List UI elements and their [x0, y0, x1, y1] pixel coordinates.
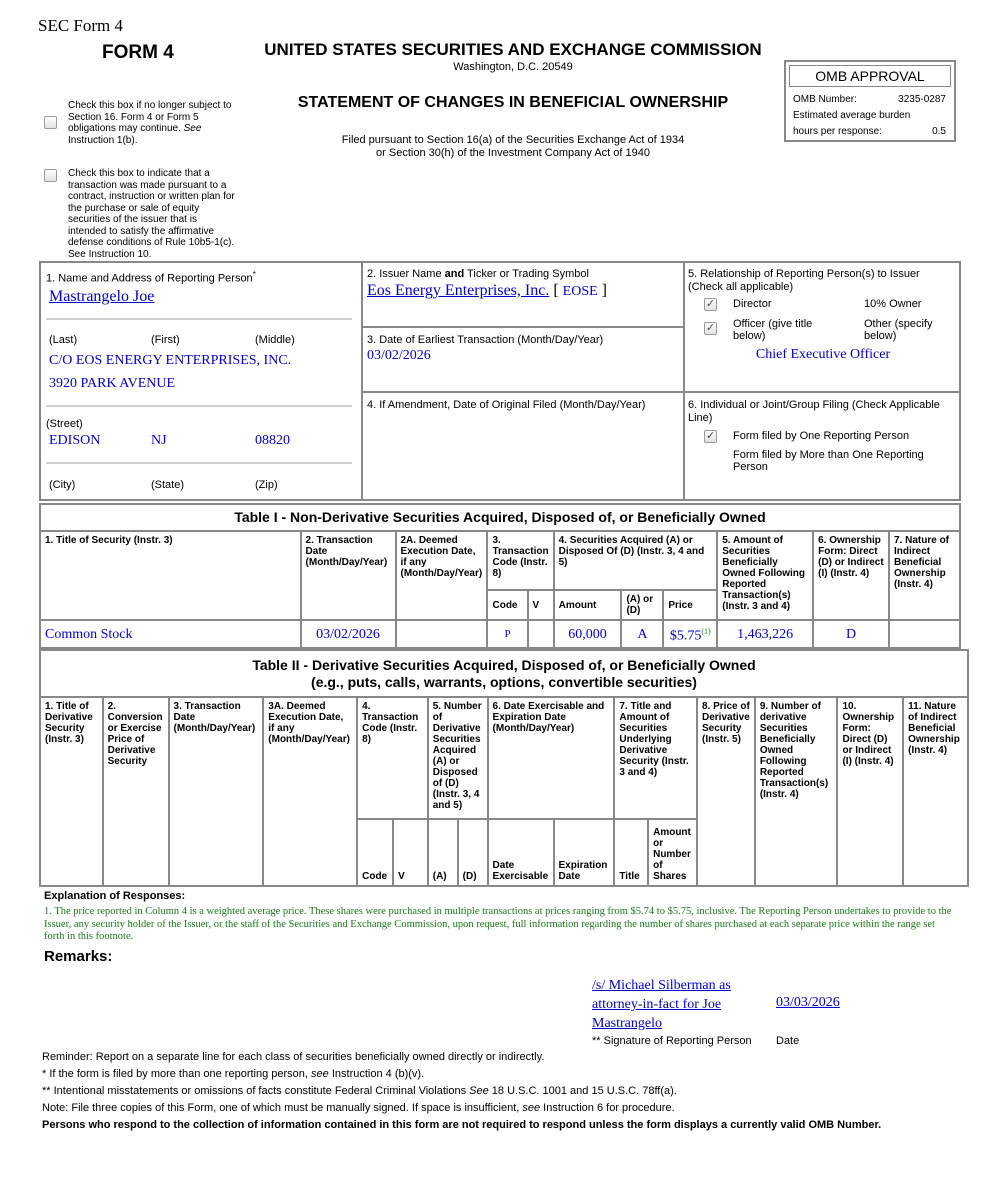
t1-h-nature: 7. Nature of Indirect Beneficial Ownership (Instr. 4) — [889, 531, 960, 620]
no-longer-subject-text — [68, 100, 236, 146]
city-rule — [46, 462, 352, 464]
t1-h-title: 1. Title of Security (Instr. 3) — [40, 531, 301, 620]
t2-h-amount-sub: Amount or Number of Shares — [648, 819, 697, 886]
reminder-text: Reminder: Report on a separate line for each class of securities beneficially owned directly or indirectly. — [42, 1051, 545, 1063]
note2-pre: ** Intentional misstatements or omissions of facts constitute Federal Criminal Violations — [42, 1085, 470, 1097]
note1-see: see — [311, 1068, 329, 1080]
rule-10b5-text: Check this box to indicate that a transaction was made pursuant to a contract, instruction or written plan for the purchase or sale of equity securities of the issuer that is intended to satisfy the affirmative defense conditions of Rule 10b5-1(c). See Instruction 10. — [68, 168, 235, 260]
omb-approval-box — [784, 60, 956, 142]
signature-label: ** Signature of Reporting Person — [592, 1035, 752, 1047]
earliest-date-value: 03/02/2026 — [367, 348, 431, 363]
omb-number-label: OMB Number: — [793, 94, 857, 105]
issuer-name-link[interactable]: Eos Energy Enterprises, Inc. — [367, 282, 550, 299]
divider-3 — [361, 326, 685, 328]
t1-row-code-link[interactable]: P — [504, 627, 511, 640]
city-value: EDISON — [49, 433, 101, 448]
t2-h-title-sub: Title — [614, 819, 648, 886]
table2-title — [39, 649, 969, 696]
one-reporting-checkbox[interactable]: ✓ — [705, 430, 716, 442]
filed-line-1: Filed pursuant to Section 16(a) of the Securities Exchange Act of 1934 — [341, 134, 685, 146]
address-rule — [46, 405, 352, 407]
first-label: (First) — [151, 334, 180, 346]
persons-respond-text: Persons who respond to the collection of information contained in this form are not required to respond unless the form displays a currently valid OMB Number. — [42, 1119, 882, 1131]
t1-row-aord: A — [621, 620, 663, 648]
omb-title: OMB APPROVAL — [789, 65, 951, 87]
t1-row-owned: 1,463,226 — [717, 620, 813, 648]
t1-h-owned: 5. Amount of Securities Beneficially Owned Following Reported Transaction(s) (Instr. 3 and 4) — [717, 531, 813, 620]
t1-h-aord-sub: (A) or (D) — [621, 590, 663, 620]
t2-h-form: 10. Ownership Form: Direct (D) or Indirect (I) (Instr. 4) — [837, 697, 903, 886]
t2-h-a-sub: (A) — [428, 819, 458, 886]
signature-date-label: Date — [776, 1035, 800, 1047]
issuer-line — [367, 282, 607, 300]
relationship-label — [688, 268, 956, 294]
divider-1 — [361, 261, 363, 501]
table2 — [39, 696, 969, 887]
remarks-label: Remarks: — [44, 948, 113, 965]
state-value: NJ — [151, 433, 167, 448]
reporting-person-name-link[interactable]: Mastrangelo Joe — [49, 288, 155, 305]
t2-h-nature: 11. Nature of Indirect Beneficial Ownership (Instr. 4) — [903, 697, 968, 886]
t2-h-code-sub: Code — [357, 819, 393, 886]
t2-h-number: 5. Number of Derivative Securities Acquired (A) or Disposed of (D) (Instr. 3, 4 and 5) — [428, 697, 488, 819]
t1-h-code: 3. Transaction Code (Instr. 8) — [487, 531, 553, 590]
note1-post: Instruction 4 (b)(v). — [328, 1068, 425, 1080]
divider-4 — [361, 391, 685, 393]
t2-h-deemed: 3A. Deemed Execution Date, if any (Month/Day/Year) — [263, 697, 357, 886]
footer-note-2 — [42, 1085, 677, 1097]
amendment-date-label: 4. If Amendment, Date of Original Filed (Month/Day/Year) — [367, 399, 646, 411]
earliest-date-label: 3. Date of Earliest Transaction (Month/Day/Year) — [367, 334, 604, 346]
state-label: (State) — [151, 479, 185, 491]
t1-h-v-sub: V — [528, 590, 554, 620]
t1-row-amount: 60,000 — [554, 620, 622, 648]
t1-row-title: Common Stock — [40, 620, 301, 648]
reporting-person-label — [46, 270, 256, 285]
t1-row-price-footnote: (1) — [701, 627, 711, 637]
agency-city: Washington, D.C. 20549 — [453, 61, 573, 73]
filing-label: 6. Individual or Joint/Group Filing (Check Applicable Line) — [688, 399, 940, 424]
table1-title: Table I - Non-Derivative Securities Acquired, Disposed of, or Beneficially Owned — [39, 503, 961, 530]
filed-line-2: or Section 30(h) of the Investment Company Act of 1940 — [376, 147, 650, 159]
t2-h-exp-sub: Expiration Date — [554, 819, 615, 886]
t1-row-code — [487, 620, 527, 648]
t2-h-price: 8. Price of Derivative Security (Instr. 5) — [697, 697, 755, 886]
divider-5 — [683, 391, 961, 393]
t2-h-code: 4. Transaction Code (Instr. 8) — [357, 697, 428, 819]
address-line-2: 3920 PARK AVENUE — [49, 376, 176, 391]
rp-asterisk: * — [252, 270, 256, 279]
zip-label: (Zip) — [255, 479, 278, 491]
t2-h-date: 3. Transaction Date (Month/Day/Year) — [169, 697, 264, 886]
omb-hours-label: hours per response: — [793, 126, 882, 137]
t1-h-date: 2. Transaction Date (Month/Day/Year) — [301, 531, 396, 620]
omb-number: 3235-0287 — [898, 94, 946, 105]
t2-h-conversion: 2. Conversion or Exercise Price of Derivative Security — [103, 697, 169, 886]
last-label: (Last) — [49, 334, 78, 346]
agency-title: UNITED STATES SECURITIES AND EXCHANGE COMMISSION — [264, 40, 762, 59]
explanation-label: Explanation of Responses: — [44, 890, 186, 902]
address-line-1: C/O EOS ENERGY ENTERPRISES, INC. — [49, 353, 292, 368]
street-label: (Street) — [46, 418, 83, 430]
ticker-open-bracket: [ — [553, 282, 559, 299]
table2-title-line2: (e.g., puts, calls, warrants, options, convertible securities) — [311, 674, 697, 690]
note3-see: see — [522, 1102, 541, 1114]
table-row — [40, 620, 960, 648]
note2-post: 18 U.S.C. 1001 and 15 U.S.C. 78ff(a). — [488, 1085, 677, 1097]
issuer-label-pre: 2. Issuer Name — [367, 268, 445, 280]
note3-post: Instruction 6 for procedure. — [540, 1102, 675, 1114]
middle-label: (Middle) — [255, 334, 295, 346]
sec-form-label: SEC Form 4 — [38, 16, 124, 35]
t2-h-underlying: 7. Title and Amount of Securities Underlying Derivative Security (Instr. 3 and 4) — [614, 697, 697, 819]
more-reporting-label: Form filed by More than One Reporting Person — [733, 449, 924, 473]
t1-row-deemed — [396, 620, 488, 648]
t1-row-nature — [889, 620, 960, 648]
omb-burden-label: Estimated average burden — [793, 110, 911, 121]
divider-2 — [683, 261, 685, 501]
table2-title-line1: Table II - Derivative Securities Acquired, Disposed of, or Beneficially Owned — [252, 657, 756, 673]
name-rule — [46, 318, 352, 320]
ticker-close-bracket: ] — [601, 282, 607, 299]
other-label: Other (specify below) — [864, 318, 933, 342]
officer-label: Officer (give title below) — [733, 318, 813, 342]
t1-row-price — [663, 620, 717, 648]
footer-note-3 — [42, 1102, 675, 1114]
t1-row-form: D — [813, 620, 889, 648]
t2-h-exercisable: 6. Date Exercisable and Expiration Date (Month/Day/Year) — [488, 697, 615, 819]
form-title: FORM 4 — [102, 42, 174, 63]
no-longer-subject-checkbox[interactable] — [44, 116, 57, 129]
t1-h-code-sub: Code — [487, 590, 527, 620]
note2-see: See — [469, 1085, 489, 1097]
note3-pre: Note: File three copies of this Form, one of which must be manually signed. If space is insufficient, — [42, 1102, 523, 1114]
table1 — [39, 530, 961, 649]
ten-percent-owner-label: 10% Owner — [864, 298, 922, 310]
sec16-see: See — [183, 123, 202, 134]
t1-row-v — [528, 620, 554, 648]
t1-h-deemed: 2A. Deemed Execution Date, if any (Month/Day/Year) — [396, 531, 488, 620]
t1-h-price-sub: Price — [663, 590, 717, 620]
relationship-label-line: 5. Relationship of Reporting Person(s) to Issuer — [688, 268, 920, 280]
t1-h-form: 6. Ownership Form: Direct (D) or Indirect (I) (Instr. 4) — [813, 531, 889, 620]
t2-h-d-sub: (D) — [458, 819, 488, 886]
t2-h-title: 1. Title of Derivative Security (Instr. 3) — [40, 697, 103, 886]
issuer-label-and: and — [444, 268, 465, 280]
one-reporting-label: Form filed by One Reporting Person — [733, 430, 910, 442]
note1-pre: * If the form is filed by more than one reporting person, — [42, 1068, 312, 1080]
rule-10b5-checkbox[interactable] — [44, 169, 57, 182]
city-label: (City) — [49, 479, 76, 491]
filed-pursuant — [248, 134, 778, 160]
t1-row-price-value: $5.75 — [669, 628, 702, 644]
issuer-label-post: Ticker or Trading Symbol — [464, 268, 589, 280]
t1-h-acquired: 4. Securities Acquired (A) or Disposed Of (D) (Instr. 3, 4 and 5) — [554, 531, 718, 590]
sec16-text: Check this box if no longer subject to Section 16. Form 4 or Form 5 obligations may continue. — [68, 100, 232, 134]
director-label: Director — [733, 298, 772, 310]
zip-value: 08820 — [255, 433, 290, 448]
signature-date-link[interactable]: 03/03/2026 — [776, 995, 840, 1010]
t2-h-owned: 9. Number of derivative Securities Beneficially Owned Following Reported Transaction(s) (Instr. 4) — [755, 697, 838, 886]
statement-title: STATEMENT OF CHANGES IN BENEFICIAL OWNERSHIP — [297, 94, 729, 111]
t1-row-date: 03/02/2026 — [301, 620, 396, 648]
ticker-link[interactable]: EOSE — [562, 284, 598, 299]
issuer-label — [367, 268, 589, 280]
t2-h-date-ex-sub: Date Exercisable — [488, 819, 554, 886]
sec16-tail: Instruction 1(b). — [68, 134, 138, 146]
t2-h-v-sub: V — [393, 819, 428, 886]
officer-title: Chief Executive Officer — [755, 347, 891, 362]
footer-note-1 — [42, 1068, 424, 1080]
rp-label-text: 1. Name and Address of Reporting Person — [46, 272, 253, 285]
footnote-1: 1. The price reported in Column 4 is a weighted average price. These shares were purchased in multiple transactions at prices ranging from $5.74 to $5.75, inclusive. The Reporting Person undertakes to provide to the Issuer, any security holder of the Issuer, or the staff of the Securities and Exchange Commission, upon request, full information regarding the number of shares purchased at each separate price within the range set forth in this footnote. — [44, 906, 952, 942]
officer-checkbox[interactable]: ✓ — [705, 322, 716, 334]
director-checkbox[interactable]: ✓ — [705, 298, 716, 310]
omb-hours: 0.5 — [932, 126, 946, 137]
t1-h-amount-sub: Amount — [554, 590, 622, 620]
signature-link[interactable]: /s/ Michael Silberman as attorney-in-fact for Joe Mastrangelo — [592, 978, 731, 1031]
relationship-sub: (Check all applicable) — [688, 281, 794, 293]
